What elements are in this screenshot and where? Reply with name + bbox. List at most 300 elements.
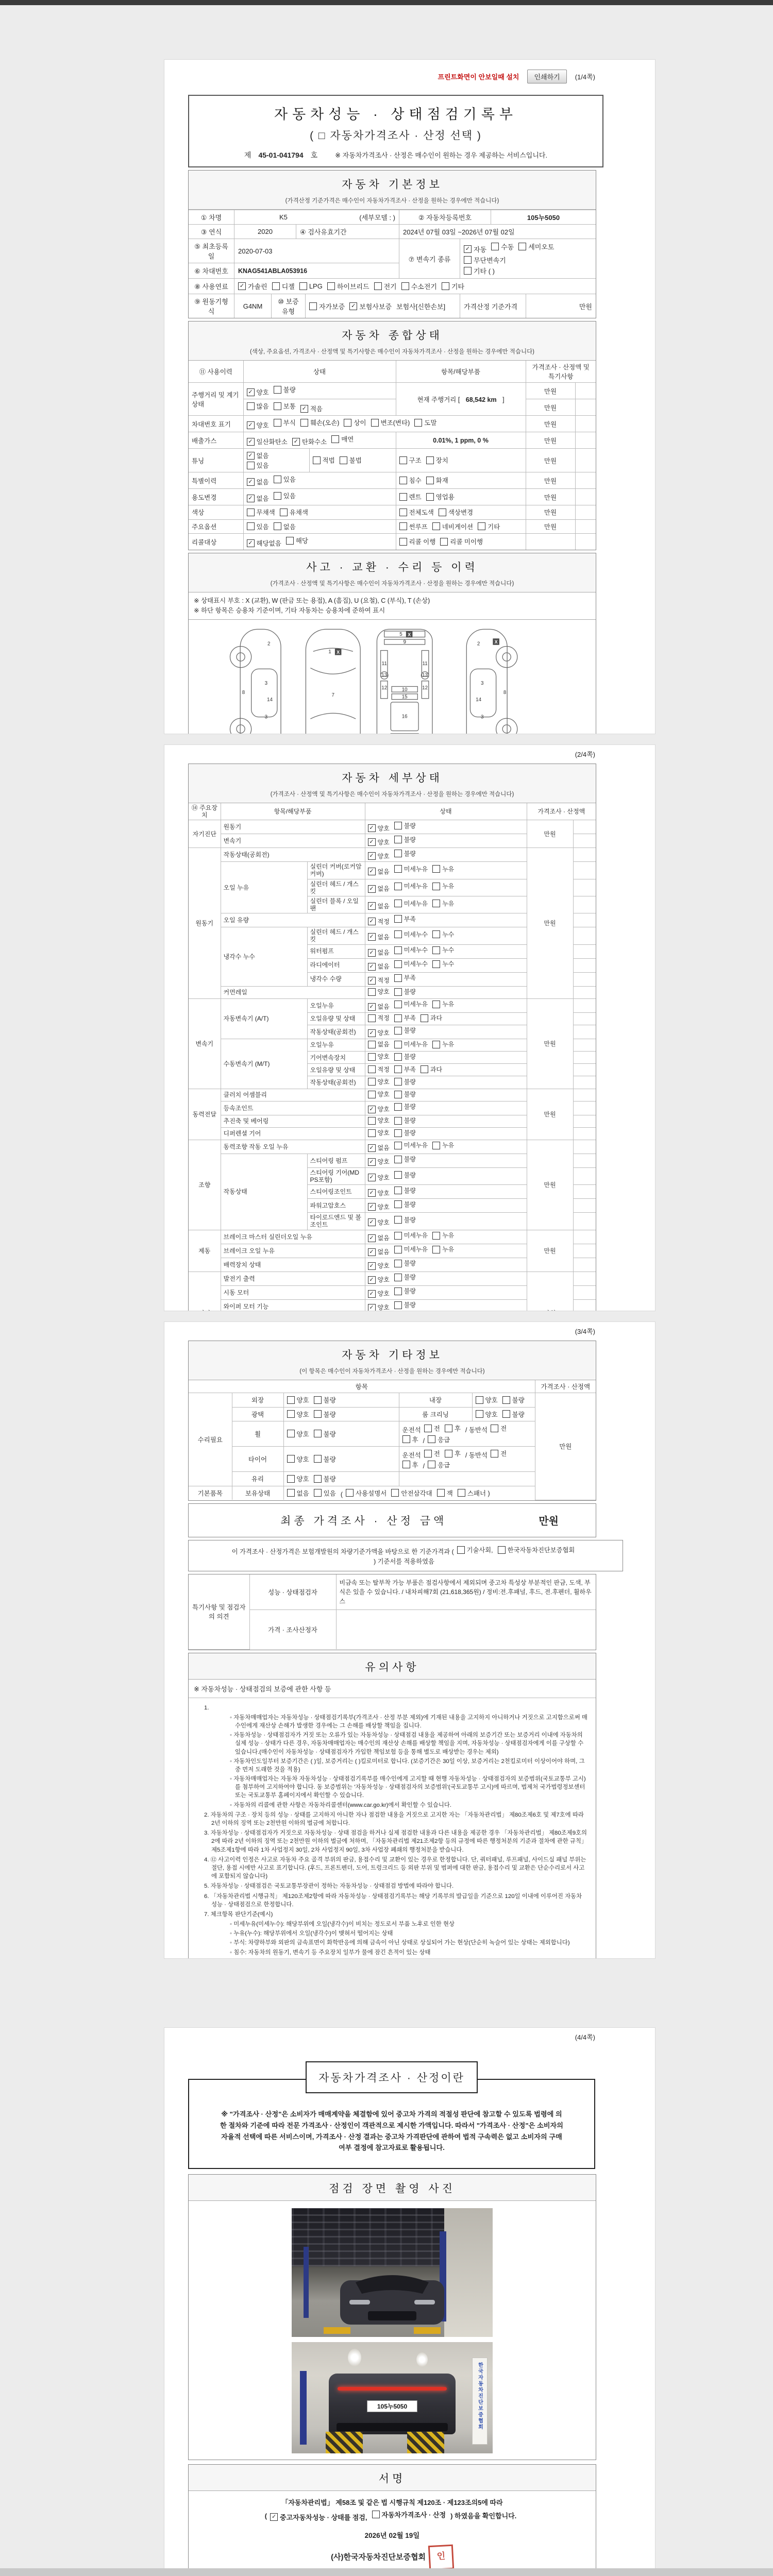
document-title-box [188, 95, 603, 167]
notice-item: 1. [204, 1704, 209, 1711]
checkbox-option: 누유 [432, 865, 454, 873]
col-device: ⑭ 주요장치 [189, 803, 221, 820]
checkbox-option: 잭 [437, 1488, 453, 1498]
diagram-panel-number: 7 [331, 692, 335, 698]
signature-header [189, 2465, 596, 2491]
accident-note: (가격조사 · 산정액 및 특기사항은 매수인이 자동차가격조사 · 산정을 원하는 경우에만 적습니다) [270, 581, 514, 587]
inline-text: 이 가격조사 · 산정가격은 보험개발원의 차량기준가액을 바탕으로 한 기준가격과 ( [231, 1548, 454, 1556]
diagram-panel-number: 13 [381, 672, 388, 679]
car-submodel: (세부모델 : ) [359, 214, 395, 222]
item-label: 작동상태(공회전) [307, 1076, 365, 1089]
item-state [365, 986, 527, 998]
checkbox-option: 누유 [432, 900, 454, 907]
opinion-title: 특기사항 및 점검자의 의견 [189, 1574, 249, 1649]
price-cell [573, 1272, 596, 1285]
diagram-panel-number: 3 [480, 680, 484, 686]
item-label: 광택 [232, 1407, 283, 1421]
detail-title: 자동차 세부상태 [342, 772, 443, 784]
checkbox-option: 무채색 [247, 507, 275, 517]
item-state [365, 1076, 527, 1089]
price-unit: 만원 [526, 432, 575, 449]
signature-org: (사)한국자동차진단보증협회 [331, 2553, 426, 2562]
checkbox-option: 스패너 ) [458, 1488, 490, 1498]
group-price: 만원 [527, 1089, 573, 1140]
inline-text: 보험사[신한손보] [396, 302, 446, 311]
diagram-panel-number: 10 [401, 686, 408, 692]
doc-no-prefix: 제 [244, 151, 251, 159]
inline-text: ) 하였음을 확인합니다. [450, 2512, 517, 2520]
checkbox-option: 양호 [368, 1078, 390, 1086]
recall-target [243, 534, 396, 550]
item-label: 외장 [232, 1393, 283, 1408]
report-page-2 [164, 744, 656, 1311]
diagram-panel-number: 15 [401, 694, 408, 700]
checkbox-option: 자가보증 [309, 301, 345, 311]
checkbox-option: 누유 [432, 1041, 454, 1048]
diagram-panel-number: 8 [242, 689, 245, 696]
group-price: 만원 [527, 998, 573, 1089]
field-inspection-period: ④ 검사유효기간 [296, 225, 399, 239]
color-kind [243, 505, 396, 520]
checkbox-option: 누유 [432, 883, 454, 890]
checkbox-option: ✓ 중고자동차성능 · 상태를 점검, [270, 2512, 367, 2522]
item-state [365, 1140, 527, 1154]
usage-exists [243, 489, 396, 505]
checkbox-option: ✓ 없음 [247, 451, 301, 460]
checkbox-option: ✓ 없음 [368, 963, 390, 971]
damage-mark-letter: X [494, 639, 498, 645]
tail-light-bar [338, 2387, 447, 2391]
price-value-cell [575, 399, 596, 416]
checkbox-option: ✓ 양호 [368, 824, 390, 832]
checkbox-option: 리콜 미이행 [440, 537, 483, 546]
inline-text: / 동반석 [465, 1426, 488, 1434]
inline-text: / [423, 1437, 425, 1445]
section-notices [188, 1653, 596, 1959]
emissions-options [243, 432, 396, 449]
bottom-scroll-area [0, 2568, 773, 2576]
group-repair-needed: 수리필요 [189, 1393, 232, 1486]
price-cell [573, 1230, 596, 1244]
vin-number: KNAG541ABLA053916 [234, 263, 399, 278]
notice-item: ◦ 자동차매매업자는 자동차 자동차성능 · 상태점검기록부를 매수인에게 고지할 때 현행 자동차성능 · 상태점검자의 보증범위(국토교통부 고시)를 첨부하여 고지하여야 합니다. 동 보증범위는 '자동차성능 · 상태점검자의 보증범위'(국토교통부 고시)에 따르며, 법제처 국가법령정보센터 또는 국토교통부 홈페이지에서 확인할 수 있습니다. [230, 1776, 586, 1799]
diagram-panel-number: 3 [264, 680, 268, 686]
checkbox-option: 양호 [287, 1395, 309, 1404]
checkbox-option: 기타 ( ) [464, 266, 495, 276]
checkbox-option: ✓ 보험사보증 [349, 301, 392, 311]
item-label: 변속기 [221, 834, 365, 848]
item-state [365, 1089, 527, 1101]
opinion-inspector-text: 비금속 또는 탈부착 가능 부품은 점검사항에서 제외되며 중고차 특성상 부분적인 판금, 도색, 부식은 있을 수 있습니다. / 내차피해7회 (21,618,365원) / 정비:전.후패널, 후드, 전.후펜더, 휠하우스 [336, 1574, 596, 1610]
price-cell [573, 1199, 596, 1213]
item-label: 룸 크리닝 [399, 1407, 472, 1421]
emissions-values: 0.01%, 1 ppm, 0 % [396, 432, 526, 449]
etc-col-price: 가격조사 · 산정액 [535, 1380, 596, 1393]
checkbox-option: 누유 [432, 1001, 454, 1008]
checkbox-option: 불량 [314, 1395, 336, 1404]
checkbox-option: ✓ 양호 [368, 1029, 390, 1037]
price-cell [573, 1185, 596, 1199]
yellow-ramp [407, 2432, 444, 2453]
item-state [283, 1421, 399, 1447]
price-cell [573, 986, 596, 998]
col-item: 항목/해당부품 [221, 803, 365, 820]
diagram-panel-numbers [242, 631, 507, 734]
price-cell [573, 1012, 596, 1025]
price-cell [573, 927, 596, 944]
checkbox-option: 적법 [313, 455, 335, 465]
damage-mark-letter: X [337, 649, 340, 655]
notices-a-body [189, 1698, 596, 1959]
item-state [365, 848, 527, 862]
item-label: 라디에이터 [307, 958, 365, 972]
mileage-post: ] [502, 396, 505, 403]
price-value-cell [575, 519, 596, 534]
price-basis-label: 가격산정 기준가격 [460, 294, 526, 318]
checkbox-option: 양호 [476, 1410, 498, 1419]
price-cell [573, 944, 596, 958]
diagram-panel-number: 14 [267, 697, 273, 703]
field-first-reg: ⑤ 최초등록일 [194, 243, 228, 260]
col-price: 가격조사 · 산정액 [527, 803, 596, 820]
options-kind [396, 519, 526, 534]
item-label: 원동기 [221, 820, 365, 834]
checkbox-option: ✓ 없음 [368, 1144, 390, 1152]
field-engine-type: ⑨ 원동기형식 [194, 298, 228, 315]
mileage-pre: 현재 주행거리 [ [417, 396, 460, 403]
notice-item: 6. 「자동차관리법 시행규칙」 제120조제2항에 따라 자동차성능 · 상태점검기록부는 해당 기록부의 발급일을 기준으로 120일 이내에 이루어진 자동차 성능 · 상태점검으로 한정합니다. [204, 1893, 582, 1908]
engine-type: G4NM [234, 294, 271, 318]
report-page-3 [164, 1321, 656, 1959]
checkbox-option: 리콜 이행 [399, 537, 436, 546]
checkbox-option: 불량 [394, 1117, 416, 1125]
checkbox-option: 불량 [394, 1216, 416, 1224]
checkbox-option: 불량 [394, 1200, 416, 1208]
item-label: 파워고압호스 [307, 1199, 365, 1213]
checkbox-option: 불량 [394, 850, 416, 857]
item-label: 와이퍼 모터 기능 [221, 1299, 365, 1311]
etc-col-item: 항목 [189, 1380, 535, 1393]
field-transmission: ⑦ 변속기 종류 [399, 239, 460, 278]
inline-text: ( [340, 1491, 343, 1498]
checkbox-option: 미세누유 [394, 1041, 428, 1048]
item-label: 커먼레일 [221, 986, 365, 998]
rear-bumper [337, 2423, 448, 2431]
final-price-label: 최종 가격조사 · 산정 금액 [280, 1515, 447, 1527]
checkbox-option: ✓ 적음 [300, 404, 323, 413]
diagram-panel-number: 9 [403, 639, 406, 645]
checkbox-option: 자동차가격조사 · 산정 [372, 2510, 446, 2519]
diagram-panel-number: 2 [267, 641, 271, 647]
notice-item: 4. ⑫ 사고이력 인정은 사고로 자동차 주요 골격 부위의 판금, 용접수리 및 교환이 있는 경우로 한정합니다. 단, 쿼터패널, 루프패널, 사이드실 패널 부위는 절단, 용접 시에만 사고로 표기합니다. (후드, 프론트펜더, 도어, 트렁크리드 등 외판 부위 및 범퍼에 대한 판금, 용접수리 및 교환은 단순수리로서 사고에 포함되지 않습니다) [204, 1856, 586, 1880]
checkbox-option: 훼손(오손) [300, 418, 340, 427]
checkbox-option: 양호 [476, 1395, 498, 1404]
checkbox-option: ✓ 양호 [368, 1174, 390, 1181]
price-value-cell [575, 432, 596, 449]
basic-info-note: (가격산정 기준가격은 매수인이 자동차가격조사 · 산정을 원하는 경우에만 적습니다) [285, 198, 499, 204]
checkbox-option: 유채색 [280, 507, 308, 517]
checkbox-option: 도말 [414, 418, 436, 427]
diagram-panel-number: 2 [477, 641, 480, 647]
group-engine: 원동기 [189, 848, 221, 998]
item-state [365, 944, 527, 958]
checkbox-option: 누수 [432, 930, 454, 938]
checkbox-option: 부족 [394, 1065, 416, 1073]
checkbox-option: ✓ 적정 [368, 977, 390, 985]
doc-no-suffix: 호 [310, 151, 318, 159]
print-preview-column [164, 59, 656, 2569]
checkbox-option: 양호 [287, 1410, 309, 1419]
price-cell [573, 1115, 596, 1127]
price-cell [573, 1089, 596, 1101]
item-state [365, 1299, 527, 1311]
checkbox-option: 있음 [274, 474, 296, 484]
checkbox-option: 수소전기 [401, 281, 437, 291]
doc-number: 45-01-041794 [258, 151, 304, 159]
item-state [365, 1039, 527, 1051]
checkbox-option: 불량 [394, 1103, 416, 1111]
item-label: 오일유량 및 상태 [307, 1064, 365, 1076]
item-label: 유리 [232, 1472, 283, 1486]
checkbox-option: 있음 [247, 461, 301, 470]
lift-pad [414, 2327, 441, 2334]
opinion-appraiser-label: 가격 · 조사산정자 [249, 1610, 336, 1650]
notice-item: 3. 자동차성능 · 상태점검자가 거짓으로 자동차성능 · 상태 점검을 하거나 실제 점검한 내용과 다른 내용을 제공한 경우 「자동차관리법」 제80조제9호의2에 따라 2년 이하의 징역 또는 2천만원 이하의 벌금에 처하며, 「자동차관리법 제21조제2항 등의 규정에 따른 행정처분의 기준과 절차에 관한 규칙」 제5조제1항에 따라 1차 사업정지 30일, 2차 사업정지 90일, 3차 사업장 폐쇄의 행정처분을 받습니다. [204, 1830, 587, 1853]
price-unit: 만원 [526, 416, 575, 432]
subgroup-label: 수동변속기 (M/T) [221, 1039, 307, 1089]
notice-item: ◦ 누유(누수): 해당부위에서 오일(냉각수)이 맺혀서 떨어지는 상태 [230, 1930, 393, 1937]
transmission-options [464, 241, 592, 265]
signature-org-line [189, 2545, 596, 2569]
etc-header [189, 1341, 596, 1380]
checkbox-option: 수동 [491, 242, 514, 251]
row-mileage: 주행거리 및 계기상태 [189, 383, 243, 416]
item-label: 내장 [399, 1393, 472, 1408]
price-cell [573, 998, 596, 1012]
price-cell [573, 834, 596, 848]
checkbox-option: 후 [445, 1449, 461, 1458]
appraisal-definition-text: ※ "가격조사 · 산정"은 소비자가 매매계약을 체결함에 있어 중고차 가격의 적절성 판단에 참고할 수 있도록 법령에 의한 절차와 기준에 따라 전문 가격조사 · 산정인이 객관적으로 제시한 가액입니다. 따라서 "가격조사 · 산정"은 소비자의 자율적 선택에 따른 서비스이며, 가격조사 · 산정 결과는 중고차 가격판단에 관하여 법적 구속력은 없고 소비자의 구매여부 결정에 참고자료로 활용됩니다. [188, 2079, 595, 2169]
checkbox-option: 있음 [247, 522, 269, 531]
checkbox-option: 미세누수 [394, 960, 428, 968]
detail-header [189, 764, 596, 803]
price-cell [573, 1039, 596, 1051]
item-state [365, 1052, 527, 1064]
checkbox-option: 미세누유 [394, 883, 428, 890]
item-label: 냉각수 수량 [307, 972, 365, 986]
opinion-inspector-label: 성능 · 상태점검자 [249, 1574, 336, 1610]
subgroup-label: 작동상태 [221, 1154, 307, 1230]
org-seal-stamp: 인 [428, 2545, 454, 2569]
checkbox-option: 전 [491, 1423, 507, 1433]
diagram-panel-number: 12 [422, 685, 428, 691]
item-state [365, 913, 527, 927]
checkbox-option: ✓ 해당없음 [247, 538, 281, 548]
group-steering: 조향 [189, 1140, 221, 1230]
item-label: 클러치 어셈블리 [221, 1089, 365, 1101]
transmission-other [464, 265, 499, 276]
overall-header [189, 321, 596, 361]
item-label: 실린더 블록 / 오일팬 [307, 896, 365, 913]
page-marker-4: (4/4쪽) [575, 2033, 595, 2041]
checkbox-option: 무단변속기 [464, 255, 506, 265]
diagram-panel-number: 1 [328, 649, 331, 655]
appraisal-definition [188, 2061, 595, 2169]
checkbox-option: ✓ 양호 [247, 420, 269, 430]
price-unit: 만원 [526, 505, 575, 520]
price-cell [573, 1140, 596, 1154]
usage-kind [396, 489, 526, 505]
item-label: 동력조향 작동 오일 누유 [221, 1140, 365, 1154]
checkbox-option: 미세누유 [394, 1142, 428, 1149]
item-state [365, 1167, 527, 1184]
item-state [365, 1230, 527, 1244]
special-kind [396, 472, 526, 489]
legend-line-2: ※ 하단 항목은 승용차 기준이며, 기타 자동차는 승용차에 준하여 표시 [194, 606, 385, 614]
checkbox-option: ✓ 양호 [368, 1203, 390, 1211]
price-cell [573, 958, 596, 972]
car-diagram-svg [214, 623, 570, 735]
checkbox-option: 양호 [287, 1429, 309, 1438]
checkbox-option: 불량 [394, 1129, 416, 1137]
checkbox-option: ✓ 없음 [368, 868, 390, 875]
price-cell [573, 972, 596, 986]
price-cell [573, 913, 596, 927]
notice-item: ◦ 자동차인도일부터 보증기간은 ( )일, 보증거리는 ( )킬로미터로 합니다. (보증기간은 30일 이상, 보증거리는 2천킬로미터 이상이어야 하며, 그 중 먼저 도래한 것을 적용) [230, 1758, 585, 1773]
checkbox-option: ✓ 없음 [368, 933, 390, 941]
checkbox-option: 불량 [394, 1091, 416, 1098]
checkbox-option: 색상변경 [439, 507, 473, 517]
price-cell [573, 1076, 596, 1089]
license-plate: 105누5050 [367, 2400, 417, 2412]
document-number-line [192, 150, 599, 160]
checkbox-option: ✓ 없음 [368, 1234, 390, 1242]
group-price: 만원 [527, 1230, 573, 1272]
price-cell [573, 1258, 596, 1272]
price-cell [573, 1167, 596, 1184]
checkbox-option: 응급 [428, 1460, 450, 1469]
checkbox-option: 미세누유 [394, 1001, 428, 1008]
opinion-table [189, 1574, 596, 1650]
item-state [365, 1185, 527, 1199]
mileage-condition [243, 383, 396, 399]
item-state [283, 1447, 399, 1472]
accident-header [189, 553, 596, 592]
row-vin-marking: 차대번호 표기 [189, 416, 243, 432]
item-state [365, 1025, 527, 1039]
checkbox-option: 양호 [287, 1454, 309, 1464]
etc-price-unit: 만원 [535, 1393, 596, 1500]
notices-a-title: ※ 자동차성능 · 상태점검의 보증에 관한 사항 등 [189, 1680, 596, 1698]
price-unit: 만원 [526, 489, 575, 505]
etc-title: 자동차 기타정보 [342, 1349, 443, 1361]
accident-title: 사고 · 교환 · 수리 등 이력 [306, 562, 478, 573]
price-cell [573, 1213, 596, 1230]
price-unit: 만원 [526, 472, 575, 489]
item-state [365, 1012, 527, 1025]
item-state [365, 1285, 527, 1299]
field-warranty-type: ⑩ 보증유형 [271, 294, 305, 318]
price-basis-statement [188, 1540, 623, 1572]
section-accident-history [188, 553, 596, 734]
item-label: 추진축 및 베어링 [221, 1115, 365, 1127]
checkbox-option: 과다 [421, 1065, 442, 1073]
checkbox-option: 응급 [428, 1435, 450, 1444]
checkbox-option: 사용설명서 [346, 1488, 386, 1498]
wheel-positions [399, 1421, 535, 1447]
price-unit: 만원 [526, 399, 575, 416]
inline-text: / [423, 1463, 425, 1470]
print-header [188, 60, 595, 93]
group-price: 만원 [527, 1140, 573, 1230]
section-basic-info [188, 170, 596, 318]
garage-wall [444, 2208, 493, 2337]
item-label: 오일유량 및 상태 [307, 1012, 365, 1025]
item-state [365, 1244, 527, 1258]
browser-top-bar [0, 0, 773, 5]
item-state [365, 1213, 527, 1230]
notice-item: 2. 자동차의 구조 · 장치 등의 성능 · 상태를 고지하지 아니한 자나 점검한 내용을 거짓으로 고지한 자는 「자동차관리법」 제80조제6호 및 제7호에 따라 2년 이하의 징역 또는 2천만원 이하의 벌금에 처합니다. [204, 1811, 584, 1827]
price-unit [526, 534, 575, 550]
checkbox-option: ✓ 양호 [368, 1304, 390, 1311]
checkbox-option: 전 [424, 1449, 440, 1458]
checkbox-option: ✓ 없음 [247, 477, 269, 486]
checkbox-option: 기타 [442, 281, 464, 291]
group-powertrain: 동력전달 [189, 1089, 221, 1140]
detail-table [189, 803, 596, 1311]
final-price-box [188, 1503, 596, 1537]
item-state [365, 896, 527, 913]
item-label: 스티어링조인트 [307, 1185, 365, 1199]
price-cell [573, 879, 596, 896]
section-overall-condition [188, 321, 596, 550]
notice-item: ◦ 자동차성능 · 상태점검자가 거짓 또는 오류가 있는 자동차성능 · 상태점검 내용을 제공하여 아래의 보증기간 또는 보증거리 이내에 자동차의 실제 성능 · 상태가 다른 경우, 자동차매매업자는 매수인의 재산상 손해를 배상할 책임을 지며, 자동차성능 · 상태점검자에게 이를 구상할 수 있습니다.(매수인이 자동차성능 · 상태점검자가 가입한 책임보험 등을 통해 별도로 배상받는 경우는 제외) [230, 1732, 584, 1755]
empty-cell [399, 1472, 535, 1486]
field-fuel: ⑧ 사용연료 [194, 283, 228, 291]
car-damage-diagram [189, 620, 596, 735]
diagram-panel-number: 5 [399, 631, 402, 637]
price-value-cell [575, 505, 596, 520]
checkbox-option: 불량 [274, 385, 296, 394]
print-button[interactable]: 인쇄하기 [527, 70, 566, 83]
diagram-panel-number: 3 [480, 714, 484, 720]
item-label: 실린더 헤드 / 개스킷 [307, 879, 365, 896]
group-price: 만원 [527, 820, 573, 848]
checkbox-option: 불량 [394, 822, 416, 829]
fuel-options [234, 279, 596, 294]
checkbox-option: 불량 [394, 1078, 416, 1086]
diagram-panel-number: 16 [401, 713, 408, 719]
checkbox-option: 양호 [287, 1474, 309, 1483]
item-state [283, 1472, 399, 1486]
row-usage-change: 용도변경 [189, 489, 243, 505]
checkbox-option: ✓ 없음 [368, 1248, 390, 1256]
diagram-panel-number: 11 [381, 660, 387, 667]
checkbox-option: 많음 [247, 401, 269, 411]
inspection-photo-front [292, 2208, 493, 2337]
checkbox-option: ✓ 적정 [368, 918, 390, 925]
page-marker-3: (3/4쪽) [575, 1328, 595, 1335]
checkbox-option: 불량 [394, 1156, 416, 1163]
item-state [365, 820, 527, 834]
checkbox-option: 세미오토 [518, 242, 554, 251]
checkbox-option: 불량 [394, 1053, 416, 1061]
checkbox-option: 부식 [274, 418, 296, 427]
notice-item [235, 1958, 589, 1959]
checkbox-option: ✓ 자동 [464, 244, 486, 254]
checkbox-option: ✓ 없음 [247, 494, 269, 503]
checkbox-option: 불량 [314, 1474, 336, 1483]
